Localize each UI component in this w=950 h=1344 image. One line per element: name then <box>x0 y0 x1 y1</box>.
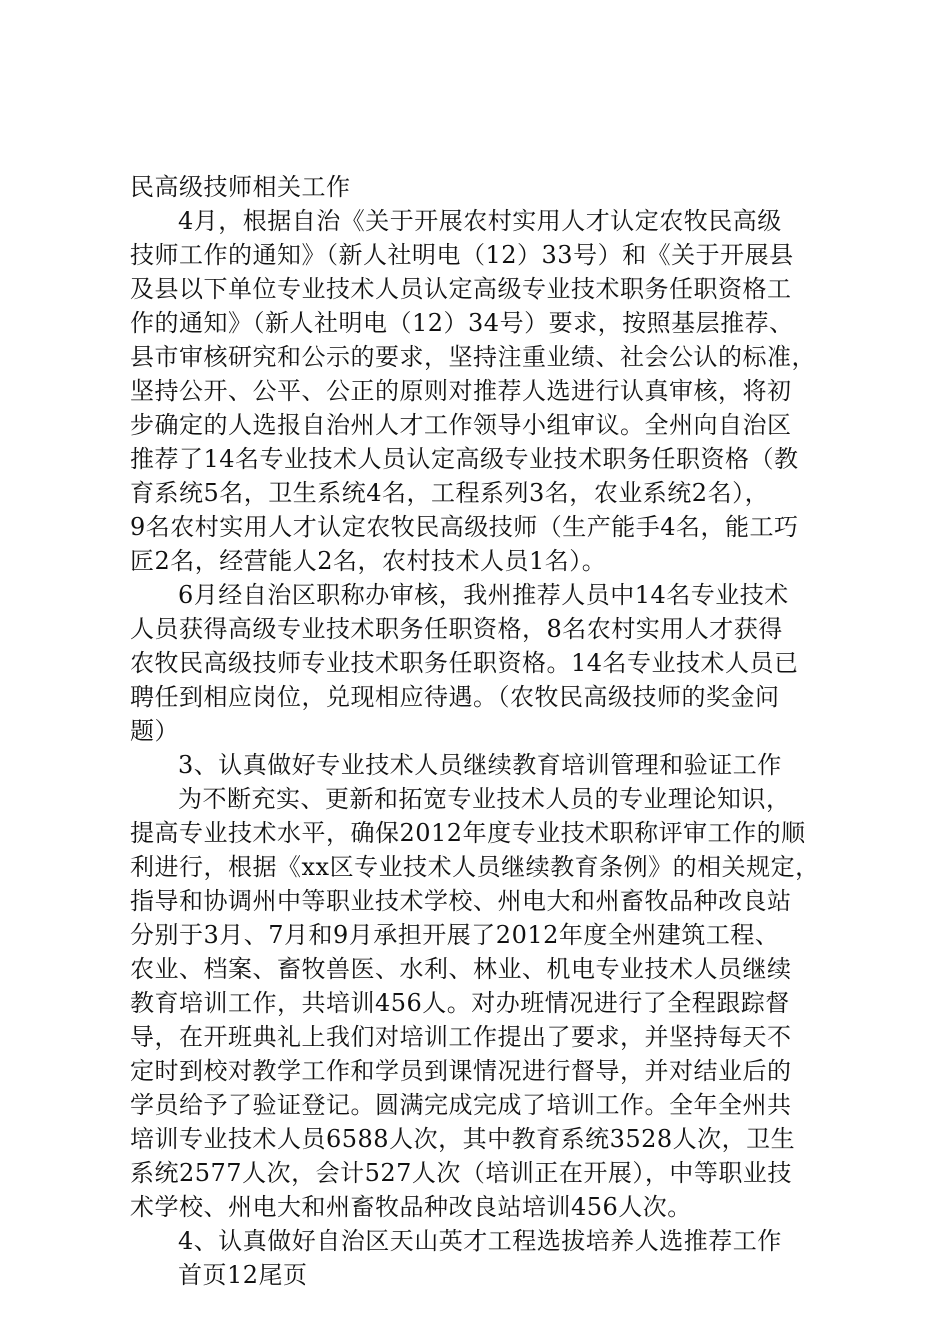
page-navigation-text: 首页12尾页 <box>178 1261 308 1289</box>
text-line: 作的通知》（新人社明电（12）34号）要求，按照基层推荐、 <box>130 309 794 337</box>
paragraph-start-line: 4月，根据自治《关于开展农村实用人才认定农牧民高级 <box>178 207 782 235</box>
text-line: 教育培训工作，共培训456人。对办班情况进行了全程跟踪督 <box>130 989 790 1017</box>
text-line: 系统2577人次，会计527人次（培训正在开展），中等职业技 <box>130 1159 792 1187</box>
text-line: 推荐了14名专业技术人员认定高级专业技术职务任职资格（教 <box>130 445 799 473</box>
text-line: 农牧民高级技师专业技术职务任职资格。14名专业技术人员已 <box>130 649 799 677</box>
paragraph-start-line: 为不断充实、更新和拓宽专业技术人员的专业理论知识， <box>178 785 791 813</box>
text-line: 学员给予了验证登记。圆满完成完成了培训工作。全年全州共 <box>130 1091 792 1119</box>
document-body <box>130 170 835 1292</box>
text-line: 县市审核研究和公示的要求，坚持注重业绩、社会公认的标准， <box>130 343 816 371</box>
section-heading: 3、认真做好专业技术人员继续教育培训管理和验证工作 <box>178 751 782 779</box>
text-line: 培训专业技术人员6588人次，其中教育系统3528人次，卫生 <box>130 1125 796 1153</box>
text-line: 分别于3月、7月和9月承担开展了2012年度全州建筑工程、 <box>130 921 780 949</box>
text-line: 术学校、州电大和州畜牧品种改良站培训456人次。 <box>130 1193 692 1221</box>
text-line: 育系统5名，卫生系统4名，工程系列3名，农业系统2名）， <box>130 479 770 507</box>
text-line: 指导和协调州中等职业技术学校、州电大和州畜牧品种改良站 <box>130 887 792 915</box>
text-line: 民高级技师相关工作 <box>130 173 351 201</box>
text-line: 利进行，根据《xx区专业技术人员继续教育条例》的相关规定， <box>130 853 820 881</box>
text-line: 步确定的人选报自治州人才工作领导小组审议。全州向自治区 <box>130 411 792 439</box>
text-line: 定时到校对教学工作和学员到课情况进行督导，并对结业后的 <box>130 1057 792 1085</box>
text-line: 匠2名，经营能人2名，农村技术人员1名）。 <box>130 547 607 575</box>
text-line: 及县以下单位专业技术人员认定高级专业技术职务任职资格工 <box>130 275 792 303</box>
text-line: 人员获得高级专业技术职务任职资格，8名农村实用人才获得 <box>130 615 783 643</box>
text-line: 提高专业技术水平，确保2012年度专业技术职称评审工作的顺 <box>130 819 806 847</box>
text-line: 技师工作的通知》（新人社明电（12）33号）和《关于开展县 <box>130 241 794 269</box>
text-line: 导，在开班典礼上我们对培训工作提出了要求，并坚持每天不 <box>130 1023 792 1051</box>
text-line: 坚持公开、公平、公正的原则对推荐人选进行认真审核，将初 <box>130 377 792 405</box>
text-line: 聘任到相应岗位，兑现相应待遇。（农牧民高级技师的奖金问 <box>130 683 780 711</box>
text-line: 农业、档案、畜牧兽医、水利、林业、机电专业技术人员继续 <box>130 955 792 983</box>
paragraph-start-line: 6月经自治区职称办审核，我州推荐人员中14名专业技术 <box>178 581 789 609</box>
text-line: 9名农村实用人才认定农牧民高级技师（生产能手4名，能工巧 <box>130 513 799 541</box>
text-line: 题） <box>130 717 179 745</box>
section-heading: 4、认真做好自治区天山英才工程选拔培养人选推荐工作 <box>178 1227 782 1255</box>
